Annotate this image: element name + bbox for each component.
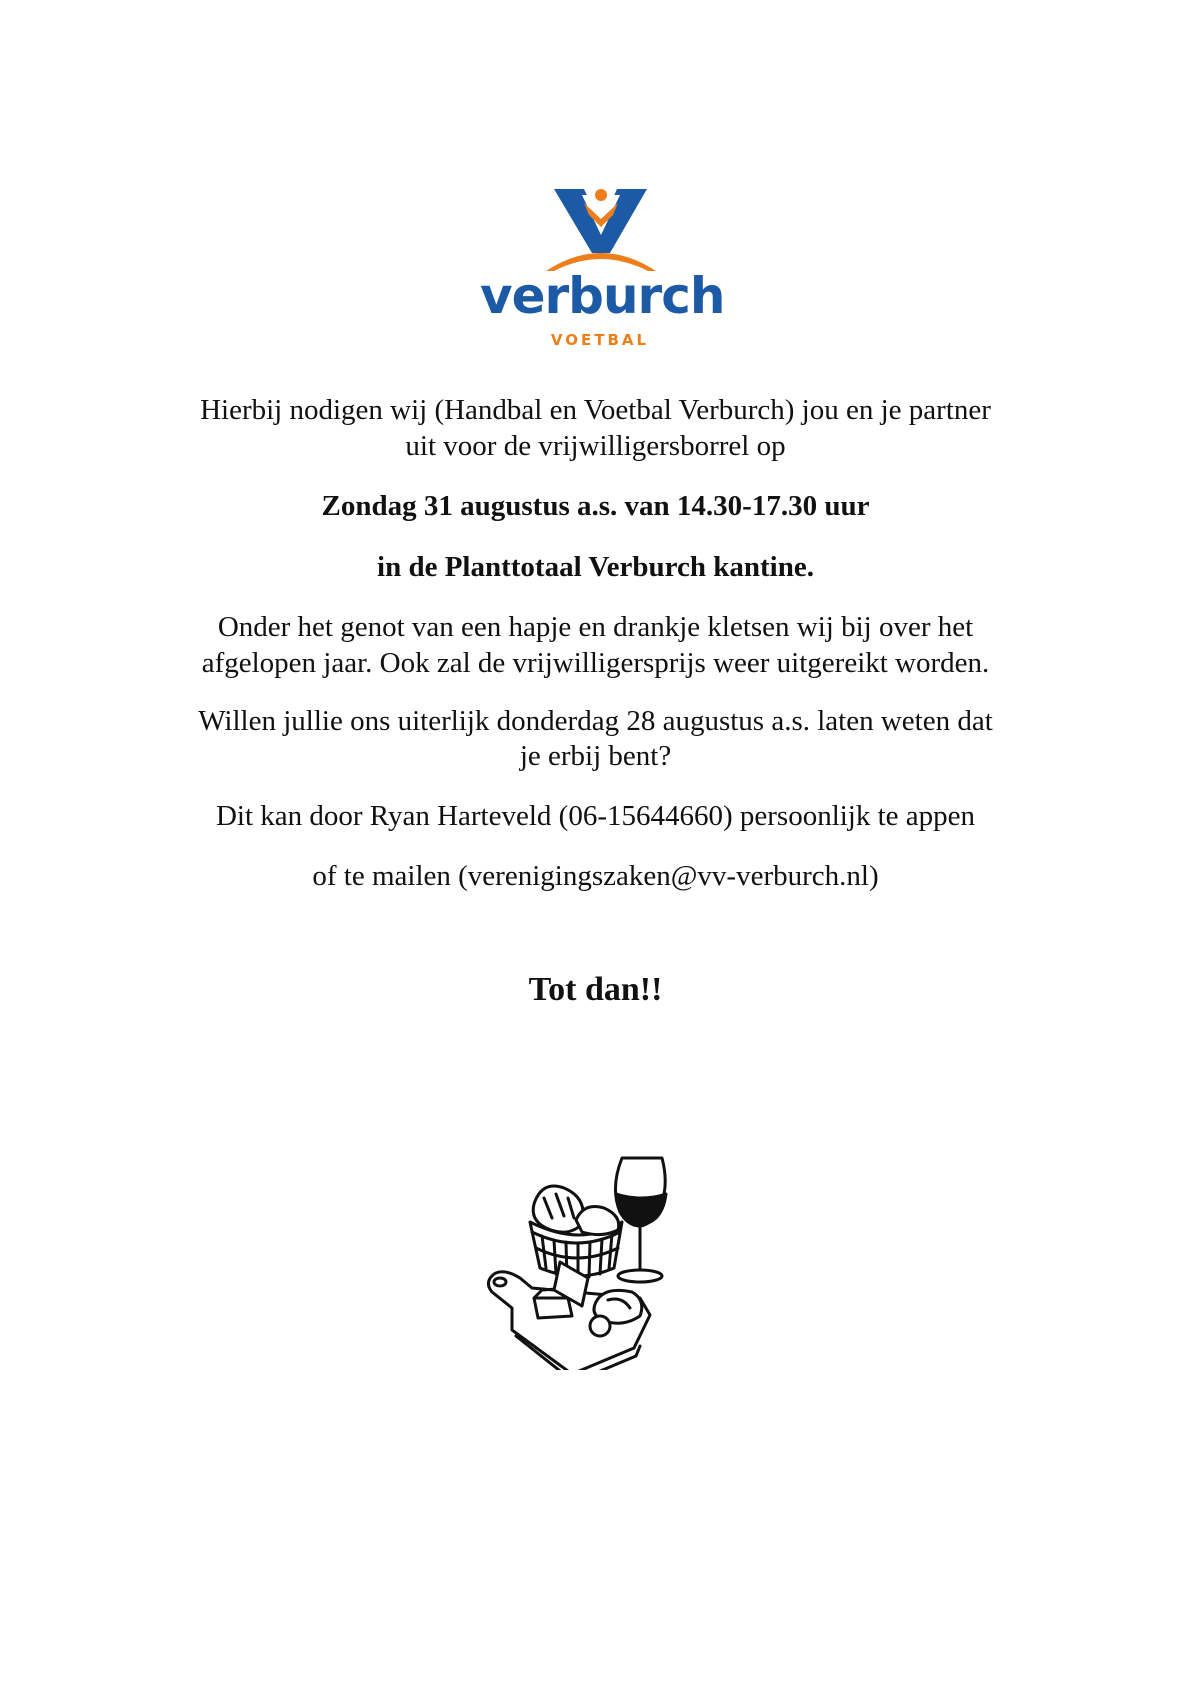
contact-phone-line: Dit kan door Ryan Harteveld (06-15644660) persoonlijk te appen xyxy=(215,800,976,832)
logo-mark-icon xyxy=(480,185,720,275)
verburch-logo xyxy=(480,185,725,355)
contact-mail-line: of te mailen (verenigingszaken@vv-verburch.nl) xyxy=(312,860,879,892)
event-date-time: Zondag 31 augustus a.s. van 14.30-17.30 uur xyxy=(321,490,870,522)
logo-wordmark: verburch xyxy=(480,267,725,325)
event-location: in de Planttotaal Verburch kantine. xyxy=(377,551,814,583)
bread-wine-cheese-icon xyxy=(472,1150,682,1370)
intro-line-1: Hierbij nodigen wij (Handbal en Voetbal Verburch) jou en je partner xyxy=(200,394,991,426)
logo-subtitle: VOETBAL xyxy=(550,331,650,349)
body-line-1: Onder het genot van een hapje en drankje kletsen wij bij over het xyxy=(217,611,974,643)
closing-greeting: Tot dan!! xyxy=(528,971,663,1008)
rsvp-line-2: je erbij bent? xyxy=(519,740,672,772)
body-line-2: afgelopen jaar. Ook zal de vrijwilligersprijs weer uitgereikt worden. xyxy=(201,647,990,679)
rsvp-line-1: Willen jullie ons uiterlijk donderdag 28 augustus a.s. laten weten dat xyxy=(198,705,993,737)
intro-line-2: uit voor de vrijwilligersborrel op xyxy=(405,430,786,462)
